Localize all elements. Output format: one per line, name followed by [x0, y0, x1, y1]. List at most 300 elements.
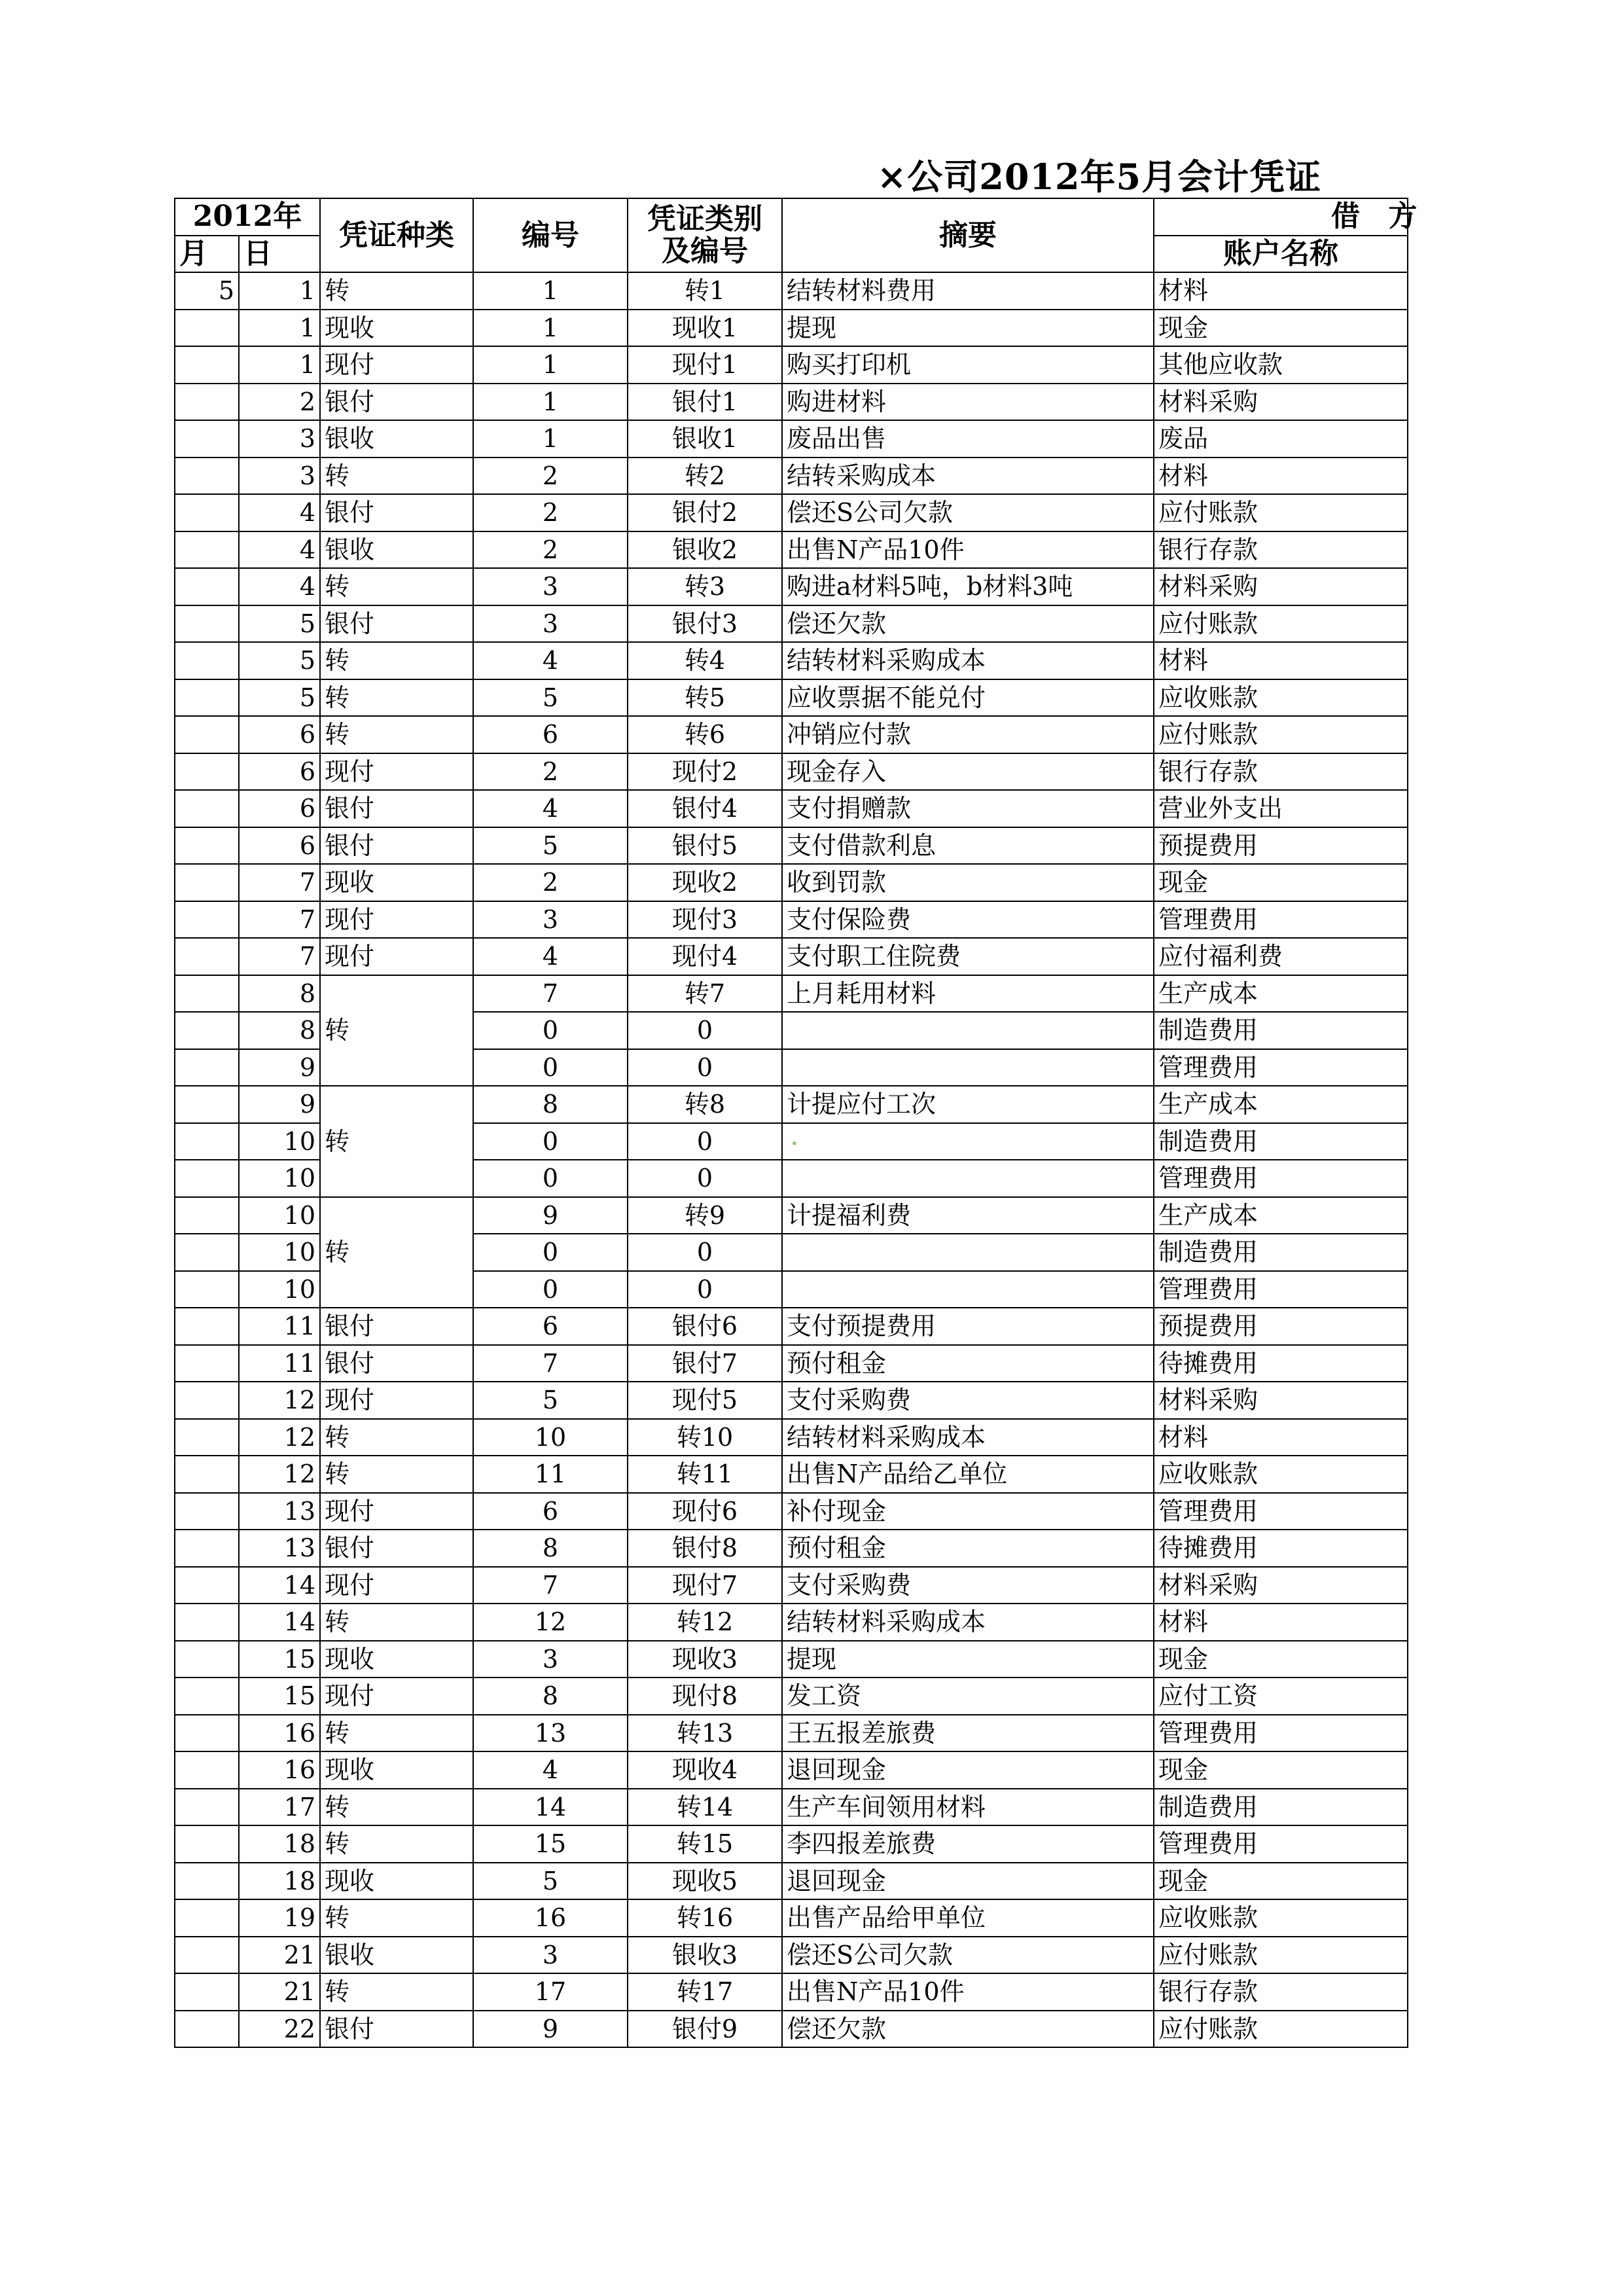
- cell-number: 7: [473, 1345, 628, 1382]
- cell-account: 生产成本: [1154, 1197, 1408, 1234]
- cell-account: 现金: [1154, 1641, 1408, 1678]
- cell-month: [175, 310, 239, 347]
- cell-account: 待摊费用: [1154, 1345, 1408, 1382]
- cell-month: [175, 790, 239, 827]
- cell-category: 0: [628, 1123, 782, 1160]
- cell-summary: 计提应付工次: [782, 1086, 1154, 1123]
- cell-voucher-type: 银付: [320, 384, 473, 421]
- table-row: [175, 1419, 1408, 1456]
- cell-account: 管理费用: [1154, 1493, 1408, 1530]
- table-row: [175, 457, 1408, 495]
- cell-month: [175, 753, 239, 791]
- cell-summary: 偿还欠款: [782, 605, 1154, 643]
- cell-account: 现金: [1154, 1863, 1408, 1900]
- cell-number: 13: [473, 1715, 628, 1752]
- cell-voucher-type: 现收: [320, 1751, 473, 1789]
- cell-summary: 李四报差旅费: [782, 1825, 1154, 1863]
- cell-summary: 支付借款利息: [782, 827, 1154, 865]
- cell-day: 5: [239, 679, 320, 717]
- cell-summary: 结转材料采购成本: [782, 642, 1154, 679]
- cell-month: [175, 1086, 239, 1123]
- cell-summary: [782, 1123, 1154, 1160]
- cell-number: 2: [473, 531, 628, 569]
- cell-number: 16: [473, 1899, 628, 1937]
- cell-voucher-type: 转: [320, 642, 473, 679]
- cell-day: 10: [239, 1197, 320, 1234]
- table-row: [175, 1567, 1408, 1604]
- cell-day: 16: [239, 1715, 320, 1752]
- cell-month: [175, 568, 239, 605]
- table-row: [175, 1345, 1408, 1382]
- cell-number: 1: [473, 272, 628, 310]
- cell-month: [175, 1863, 239, 1900]
- table-row: [175, 1493, 1408, 1530]
- cell-summary: 购买打印机: [782, 346, 1154, 384]
- cell-number: 5: [473, 827, 628, 865]
- cell-month: [175, 1973, 239, 2011]
- cell-day: 21: [239, 1937, 320, 1974]
- cell-category: 现付1: [628, 346, 782, 384]
- cell-day: 13: [239, 1530, 320, 1567]
- header-category-line1: 凭证类别: [647, 202, 762, 236]
- cell-summary: [782, 1271, 1154, 1308]
- cell-voucher-type: 转: [320, 1456, 473, 1493]
- cell-summary: 提现: [782, 310, 1154, 347]
- cell-number: 3: [473, 568, 628, 605]
- cell-day: 18: [239, 1825, 320, 1863]
- cell-number: 9: [473, 1197, 628, 1234]
- cell-category: 现付5: [628, 1382, 782, 1419]
- cell-account: 应付账款: [1154, 494, 1408, 531]
- cell-number: 8: [473, 1086, 628, 1123]
- cell-summary: 结转采购成本: [782, 457, 1154, 495]
- cell-voucher-type: 现收: [320, 1641, 473, 1678]
- cell-day: 5: [239, 642, 320, 679]
- cell-day: 2: [239, 384, 320, 421]
- table-row: [175, 642, 1408, 679]
- table-row: [175, 1641, 1408, 1678]
- cell-account: 管理费用: [1154, 1160, 1408, 1197]
- cell-summary: 支付采购费: [782, 1567, 1154, 1604]
- cell-month: [175, 864, 239, 901]
- cell-number: 6: [473, 1308, 628, 1345]
- cell-summary: [782, 1234, 1154, 1271]
- cell-voucher-type: 转: [320, 568, 473, 605]
- cell-number: 2: [473, 494, 628, 531]
- cell-category: 现收1: [628, 310, 782, 347]
- cell-voucher-type: 转: [320, 1086, 473, 1197]
- cell-number: 2: [473, 457, 628, 495]
- cell-number: 4: [473, 1751, 628, 1789]
- cell-day: 9: [239, 1049, 320, 1086]
- cell-number: 0: [473, 1123, 628, 1160]
- table-row: [175, 1456, 1408, 1493]
- cell-number: 5: [473, 679, 628, 717]
- cell-voucher-type: 现付: [320, 901, 473, 939]
- cell-day: 12: [239, 1456, 320, 1493]
- cell-account: 制造费用: [1154, 1012, 1408, 1049]
- table-row: [175, 384, 1408, 421]
- cell-month: [175, 2011, 239, 2048]
- cell-summary: 废品出售: [782, 420, 1154, 457]
- table-row: [175, 790, 1408, 827]
- cell-month: [175, 457, 239, 495]
- cell-voucher-type: 转: [320, 1604, 473, 1641]
- cell-summary: 补付现金: [782, 1493, 1154, 1530]
- cell-account: 应付福利费: [1154, 938, 1408, 975]
- cell-account: 材料: [1154, 1604, 1408, 1641]
- cell-day: 10: [239, 1123, 320, 1160]
- cell-number: 3: [473, 1937, 628, 1974]
- cell-account: 预提费用: [1154, 1308, 1408, 1345]
- cell-voucher-type: 转: [320, 975, 473, 1086]
- cell-account: 管理费用: [1154, 1825, 1408, 1863]
- cell-number: 12: [473, 1604, 628, 1641]
- cell-voucher-type: 现付: [320, 1493, 473, 1530]
- cell-month: [175, 1567, 239, 1604]
- cell-number: 3: [473, 1641, 628, 1678]
- table-row: [175, 1863, 1408, 1900]
- cell-summary: 购进材料: [782, 384, 1154, 421]
- cell-number: 4: [473, 790, 628, 827]
- cell-summary: [782, 1012, 1154, 1049]
- cell-category: 转14: [628, 1789, 782, 1826]
- cell-account: 材料采购: [1154, 568, 1408, 605]
- cell-category: 银付2: [628, 494, 782, 531]
- cell-account: 应付账款: [1154, 2011, 1408, 2048]
- cell-day: 1: [239, 310, 320, 347]
- cell-voucher-type: 银付: [320, 790, 473, 827]
- cell-month: [175, 605, 239, 643]
- cell-number: 1: [473, 310, 628, 347]
- cell-month: [175, 1049, 239, 1086]
- cell-voucher-type: 现付: [320, 1567, 473, 1604]
- table-row: [175, 531, 1408, 569]
- cell-category: 银收2: [628, 531, 782, 569]
- table-row: [175, 1677, 1408, 1715]
- cell-account: 应付工资: [1154, 1677, 1408, 1715]
- cell-month: [175, 642, 239, 679]
- header-day: 日: [239, 236, 320, 273]
- cell-voucher-type: 银收: [320, 1937, 473, 1974]
- table-row: [175, 864, 1408, 901]
- cell-summary: 出售产品给甲单位: [782, 1899, 1154, 1937]
- cell-voucher-type: 转: [320, 1899, 473, 1937]
- cell-account: 材料: [1154, 642, 1408, 679]
- cell-category: 转13: [628, 1715, 782, 1752]
- table-row: [175, 568, 1408, 605]
- cell-voucher-type: 现收: [320, 864, 473, 901]
- cell-category: 0: [628, 1012, 782, 1049]
- cell-month: [175, 1308, 239, 1345]
- cell-number: 2: [473, 864, 628, 901]
- cell-account: 材料采购: [1154, 384, 1408, 421]
- cell-voucher-type: 银付: [320, 494, 473, 531]
- cell-summary: 应收票据不能兑付: [782, 679, 1154, 717]
- cell-account: 制造费用: [1154, 1789, 1408, 1826]
- cell-day: 10: [239, 1234, 320, 1271]
- cell-day: 6: [239, 827, 320, 865]
- cell-number: 3: [473, 605, 628, 643]
- cell-account: 制造费用: [1154, 1123, 1408, 1160]
- cell-month: [175, 938, 239, 975]
- cell-summary: 结转材料费用: [782, 272, 1154, 310]
- cell-month: [175, 1789, 239, 1826]
- cell-month: [175, 531, 239, 569]
- cell-day: 4: [239, 568, 320, 605]
- cell-category: 银付3: [628, 605, 782, 643]
- cell-summary: 偿还欠款: [782, 2011, 1154, 2048]
- cell-summary: 冲销应付款: [782, 716, 1154, 753]
- table-row: [175, 1751, 1408, 1789]
- header-category-line2: 及编号: [662, 234, 748, 268]
- cell-category: 银付8: [628, 1530, 782, 1567]
- cell-number: 0: [473, 1271, 628, 1308]
- cell-voucher-type: 转: [320, 272, 473, 310]
- cell-day: 6: [239, 790, 320, 827]
- cell-summary: [782, 1160, 1154, 1197]
- cell-summary: 结转材料采购成本: [782, 1419, 1154, 1456]
- cell-month: [175, 1677, 239, 1715]
- cell-account: 应收账款: [1154, 679, 1408, 717]
- cell-summary: 王五报差旅费: [782, 1715, 1154, 1752]
- cell-day: 1: [239, 346, 320, 384]
- cell-account: 管理费用: [1154, 901, 1408, 939]
- cell-account: 现金: [1154, 1751, 1408, 1789]
- cell-voucher-type: 现付: [320, 1382, 473, 1419]
- cell-account: 材料: [1154, 457, 1408, 495]
- cell-category: 转2: [628, 457, 782, 495]
- cell-summary: 购进a材料5吨，b材料3吨: [782, 568, 1154, 605]
- table-row: [175, 1197, 1408, 1234]
- cell-month: [175, 975, 239, 1013]
- cell-day: 15: [239, 1677, 320, 1715]
- cell-month: [175, 1751, 239, 1789]
- cell-month: [175, 1456, 239, 1493]
- cell-day: 7: [239, 864, 320, 901]
- cell-month: [175, 346, 239, 384]
- cell-summary: 偿还S公司欠款: [782, 1937, 1154, 1974]
- cell-month: [175, 1937, 239, 1974]
- cell-account: 应收账款: [1154, 1456, 1408, 1493]
- cell-summary: 支付职工住院费: [782, 938, 1154, 975]
- cell-voucher-type: 银收: [320, 531, 473, 569]
- cell-category: 转12: [628, 1604, 782, 1641]
- cell-category: 转3: [628, 568, 782, 605]
- page-title: ×公司2012年5月会计凭证: [877, 156, 1322, 198]
- cell-month: [175, 1899, 239, 1937]
- cell-category: 银付4: [628, 790, 782, 827]
- table-row: [175, 1086, 1408, 1123]
- cell-summary: 支付保险费: [782, 901, 1154, 939]
- cell-day: 15: [239, 1641, 320, 1678]
- cell-account: 应付账款: [1154, 716, 1408, 753]
- cell-number: 0: [473, 1012, 628, 1049]
- cell-account: 预提费用: [1154, 827, 1408, 865]
- table-row: [175, 346, 1408, 384]
- cell-category: 现收5: [628, 1863, 782, 1900]
- cell-voucher-type: 转: [320, 716, 473, 753]
- cell-month: [175, 1012, 239, 1049]
- cell-summary: 预付租金: [782, 1345, 1154, 1382]
- cell-day: 11: [239, 1345, 320, 1382]
- cell-voucher-type: 现付: [320, 346, 473, 384]
- cell-month: [175, 679, 239, 717]
- cell-category: 转10: [628, 1419, 782, 1456]
- cell-number: 6: [473, 716, 628, 753]
- table-row: [175, 1530, 1408, 1567]
- cell-day: 14: [239, 1567, 320, 1604]
- cell-account: 现金: [1154, 310, 1408, 347]
- cell-voucher-type: 转: [320, 679, 473, 717]
- cell-category: 银付6: [628, 1308, 782, 1345]
- cell-number: 11: [473, 1456, 628, 1493]
- cell-category: 转15: [628, 1825, 782, 1863]
- cell-number: 1: [473, 420, 628, 457]
- cell-number: 10: [473, 1419, 628, 1456]
- cell-summary: 退回现金: [782, 1863, 1154, 1900]
- cell-voucher-type: 银付: [320, 605, 473, 643]
- table-row: [175, 1825, 1408, 1863]
- cell-account: 管理费用: [1154, 1715, 1408, 1752]
- cell-day: 3: [239, 420, 320, 457]
- cell-day: 12: [239, 1382, 320, 1419]
- cell-voucher-type: 现收: [320, 1863, 473, 1900]
- cell-day: 21: [239, 1973, 320, 2011]
- cell-month: [175, 384, 239, 421]
- cell-account: 材料采购: [1154, 1382, 1408, 1419]
- cell-account: 材料: [1154, 272, 1408, 310]
- cell-category: 转16: [628, 1899, 782, 1937]
- cell-voucher-type: 转: [320, 457, 473, 495]
- header-voucher-type: 凭证种类: [320, 198, 473, 272]
- table-row: [175, 1382, 1408, 1419]
- cell-day: 14: [239, 1604, 320, 1641]
- table-row: [175, 2011, 1408, 2048]
- cell-category: 现收3: [628, 1641, 782, 1678]
- cell-month: [175, 901, 239, 939]
- cell-category: 转6: [628, 716, 782, 753]
- cell-account: 管理费用: [1154, 1271, 1408, 1308]
- cell-voucher-type: 银付: [320, 827, 473, 865]
- cell-month: [175, 1493, 239, 1530]
- watermark-mark: •: [791, 1136, 798, 1151]
- cell-account: 生产成本: [1154, 975, 1408, 1013]
- cell-category: 银付7: [628, 1345, 782, 1382]
- cell-category: 转8: [628, 1086, 782, 1123]
- cell-number: 17: [473, 1973, 628, 2011]
- voucher-table: [174, 198, 1427, 2048]
- cell-summary: 出售N产品给乙单位: [782, 1456, 1154, 1493]
- table-row: [175, 494, 1408, 531]
- cell-voucher-type: 转: [320, 1973, 473, 2011]
- cell-month: [175, 1825, 239, 1863]
- cell-month: 5: [175, 272, 239, 310]
- cell-number: 2: [473, 753, 628, 791]
- cell-day: 1: [239, 272, 320, 310]
- cell-account: 废品: [1154, 420, 1408, 457]
- cell-day: 4: [239, 494, 320, 531]
- cell-voucher-type: 转: [320, 1197, 473, 1308]
- cell-account: 材料采购: [1154, 1567, 1408, 1604]
- cell-number: 0: [473, 1049, 628, 1086]
- cell-number: 5: [473, 1863, 628, 1900]
- cell-month: [175, 716, 239, 753]
- cell-number: 9: [473, 2011, 628, 2048]
- cell-month: [175, 1382, 239, 1419]
- cell-voucher-type: 转: [320, 1825, 473, 1863]
- header-year: 2012年: [175, 198, 320, 236]
- cell-category: 银付5: [628, 827, 782, 865]
- cell-category: 0: [628, 1234, 782, 1271]
- cell-number: 8: [473, 1677, 628, 1715]
- cell-summary: 上月耗用材料: [782, 975, 1154, 1013]
- cell-category: 银付1: [628, 384, 782, 421]
- table-row: [175, 753, 1408, 791]
- cell-category: 银收1: [628, 420, 782, 457]
- cell-voucher-type: 银付: [320, 2011, 473, 2048]
- table-row: [175, 1937, 1408, 1974]
- table-row: [175, 1604, 1408, 1641]
- cell-summary: 支付捐赠款: [782, 790, 1154, 827]
- cell-summary: 发工资: [782, 1677, 1154, 1715]
- cell-category: 现收4: [628, 1751, 782, 1789]
- table-row: [175, 901, 1408, 939]
- cell-summary: [782, 1049, 1154, 1086]
- cell-day: 5: [239, 605, 320, 643]
- cell-day: 12: [239, 1419, 320, 1456]
- cell-number: 4: [473, 938, 628, 975]
- table-row: [175, 1973, 1408, 2011]
- cell-month: [175, 1641, 239, 1678]
- cell-number: 8: [473, 1530, 628, 1567]
- header-number: 编号: [473, 198, 628, 272]
- cell-summary: 现金存入: [782, 753, 1154, 791]
- cell-number: 0: [473, 1234, 628, 1271]
- cell-day: 13: [239, 1493, 320, 1530]
- cell-summary: 出售N产品10件: [782, 531, 1154, 569]
- cell-account: 制造费用: [1154, 1234, 1408, 1271]
- cell-summary: 计提福利费: [782, 1197, 1154, 1234]
- cell-voucher-type: 现付: [320, 1677, 473, 1715]
- cell-category: 转7: [628, 975, 782, 1013]
- cell-number: 14: [473, 1789, 628, 1826]
- cell-day: 4: [239, 531, 320, 569]
- header-account: 账户名称: [1154, 236, 1408, 273]
- cell-summary: 出售N产品10件: [782, 1973, 1154, 2011]
- cell-summary: 生产车间领用材料: [782, 1789, 1154, 1826]
- cell-category: 现付4: [628, 938, 782, 975]
- cell-account: 管理费用: [1154, 1049, 1408, 1086]
- cell-voucher-type: 银付: [320, 1530, 473, 1567]
- cell-category: 现付2: [628, 753, 782, 791]
- cell-number: 3: [473, 901, 628, 939]
- cell-month: [175, 1271, 239, 1308]
- cell-day: 8: [239, 975, 320, 1013]
- cell-category: 0: [628, 1049, 782, 1086]
- cell-category: 现付3: [628, 901, 782, 939]
- header-month: 月: [175, 236, 239, 273]
- cell-day: 3: [239, 457, 320, 495]
- table-row: [175, 1715, 1408, 1752]
- cell-number: 4: [473, 642, 628, 679]
- header-debit: 借 方: [1154, 198, 1408, 236]
- cell-month: [175, 1197, 239, 1234]
- cell-day: 22: [239, 2011, 320, 2048]
- cell-summary: 支付采购费: [782, 1382, 1154, 1419]
- cell-number: 5: [473, 1382, 628, 1419]
- table-row: [175, 310, 1408, 347]
